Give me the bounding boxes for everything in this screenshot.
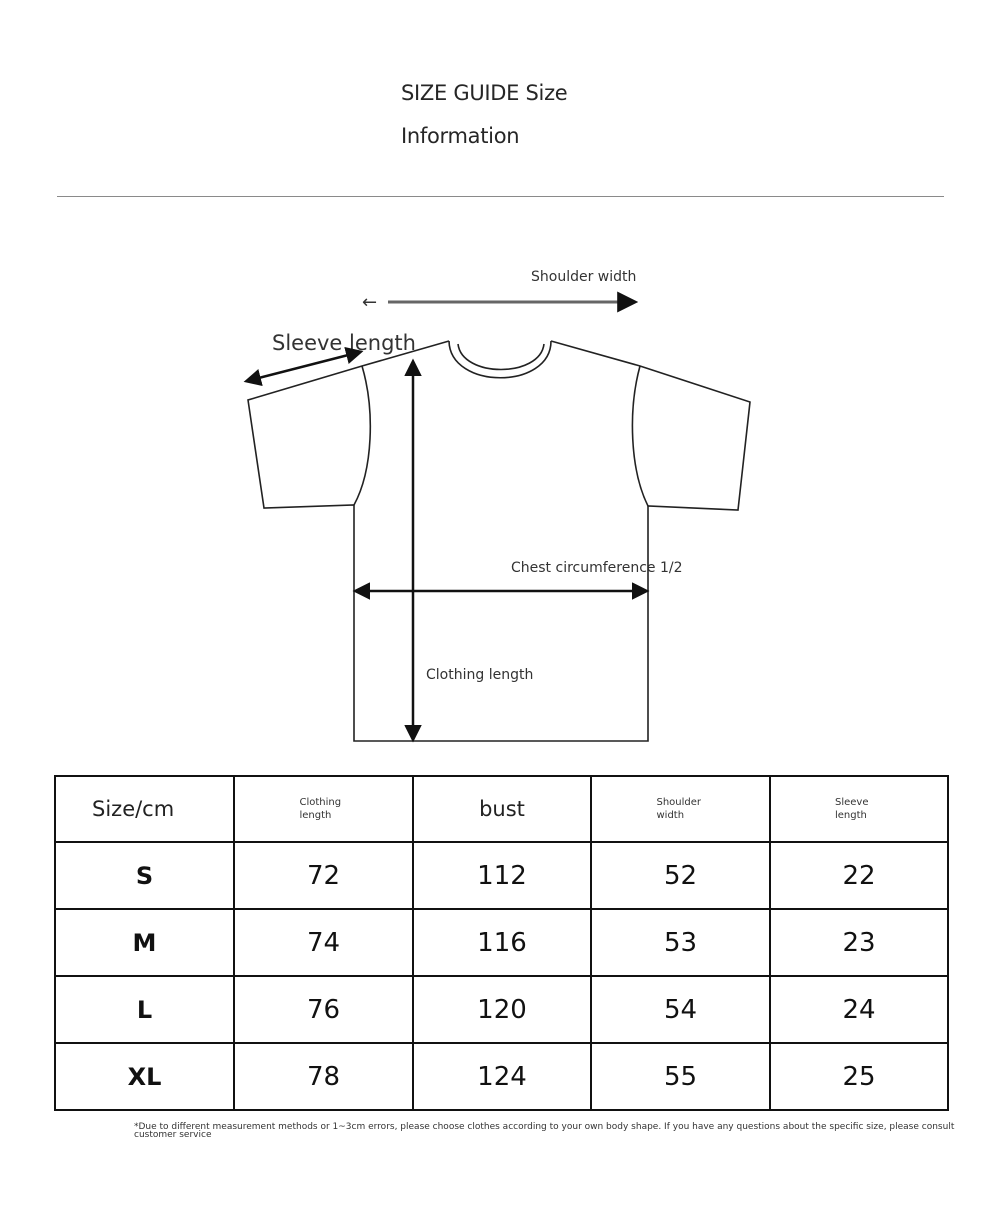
table-row xyxy=(55,909,948,976)
header-cell xyxy=(413,776,591,842)
bust-cell: 112 xyxy=(413,842,591,909)
header-cell xyxy=(770,776,948,842)
sleeve-length-cell: 24 xyxy=(770,976,948,1043)
clothing-length-cell: 76 xyxy=(234,976,413,1043)
header-cell xyxy=(591,776,770,842)
clothing-length-cell: 74 xyxy=(234,909,413,976)
size-cell: L xyxy=(55,976,234,1043)
header-shoulder-width: Shoulder width xyxy=(656,796,702,821)
clothing-length-label: Clothing length xyxy=(426,667,534,683)
table-header-row xyxy=(55,776,948,842)
shoulder-width-arrow xyxy=(362,292,634,313)
header-clothing-length: Clothing length xyxy=(299,796,342,821)
size-cell: M xyxy=(55,909,234,976)
title-line-2: Information xyxy=(401,124,520,148)
bust-cell: 116 xyxy=(413,909,591,976)
bust-cell: 120 xyxy=(413,976,591,1043)
sleeve-length-cell: 22 xyxy=(770,842,948,909)
chest-label: Chest circumference 1/2 xyxy=(511,560,683,576)
footnote: *Due to different measurement methods or 1~3cm errors, please choose clothes according to your own body shape. If you have any questions about the specific size, please consult customer service xyxy=(134,1122,955,1140)
table-row xyxy=(55,842,948,909)
header-size-cm: Size/cm xyxy=(92,797,175,821)
size-table xyxy=(54,775,949,1111)
shoulder-width-cell: 54 xyxy=(591,976,770,1043)
shoulder-width-cell: 55 xyxy=(591,1043,770,1110)
shoulder-width-label: Shoulder width xyxy=(531,269,637,285)
header-bust: bust xyxy=(479,797,525,821)
shoulder-width-cell: 53 xyxy=(591,909,770,976)
size-cell: XL xyxy=(55,1043,234,1110)
sleeve-length-cell: 25 xyxy=(770,1043,948,1110)
title-line-1: SIZE GUIDE Size xyxy=(401,81,568,105)
clothing-length-cell: 72 xyxy=(234,842,413,909)
clothing-length-cell: 78 xyxy=(234,1043,413,1110)
bust-cell: 124 xyxy=(413,1043,591,1110)
header-cell xyxy=(55,776,234,842)
sleeve-length-arrow xyxy=(247,352,360,381)
header-cell xyxy=(234,776,413,842)
size-cell: S xyxy=(55,842,234,909)
shoulder-width-cell: 52 xyxy=(591,842,770,909)
table-row xyxy=(55,976,948,1043)
arrow-left-icon: ← xyxy=(362,292,378,313)
header-sleeve-length: Sleeve length xyxy=(835,796,869,821)
sleeve-length-label: Sleeve length xyxy=(272,331,416,355)
sleeve-length-cell: 23 xyxy=(770,909,948,976)
table-row xyxy=(55,1043,948,1110)
